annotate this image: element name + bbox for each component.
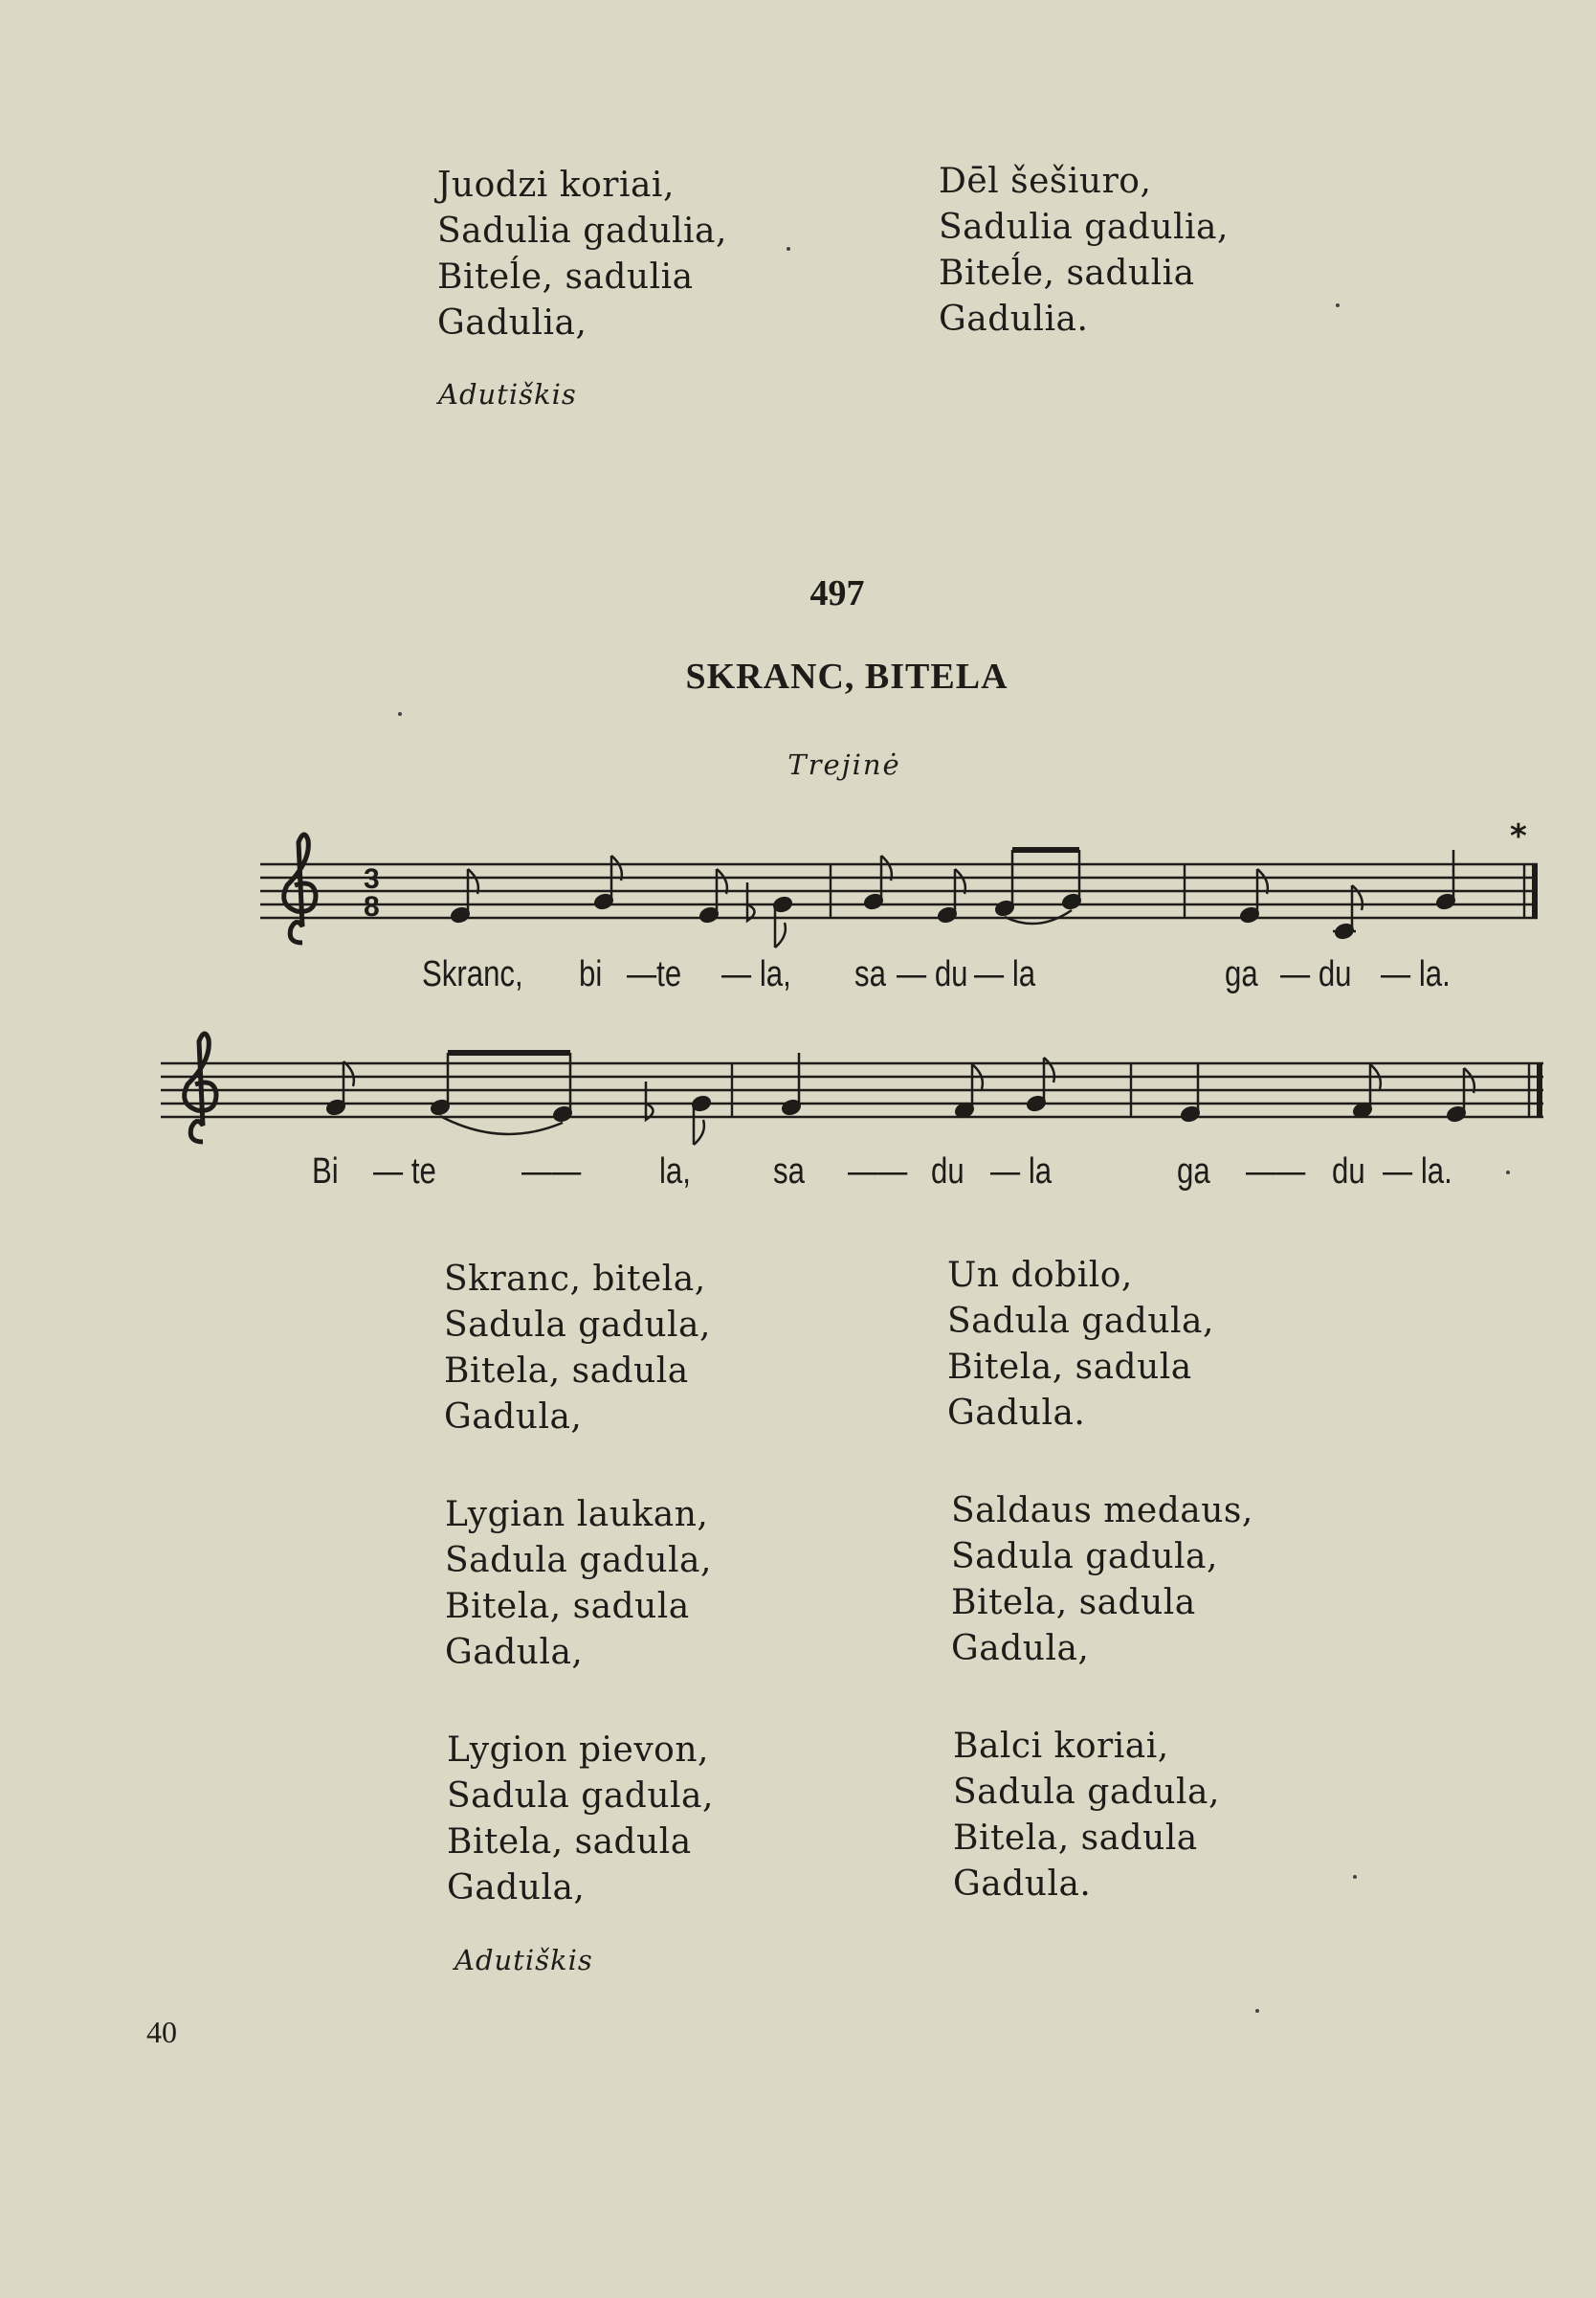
- verse-line: Sadulia gadulia,: [939, 208, 1229, 247]
- verse-line: Balci koriai,: [953, 1727, 1169, 1766]
- lyric-syllable: — te: [373, 1151, 436, 1192]
- page-number: 40: [146, 2015, 177, 2049]
- lyric-syllable: sa: [773, 1151, 805, 1192]
- lyric-syllable: sa: [854, 954, 886, 994]
- lyric-syllable: — la: [990, 1151, 1053, 1192]
- svg-text:8: 8: [364, 891, 380, 923]
- lyric-syllable: Skranc,: [422, 954, 523, 994]
- paper-speck: [398, 712, 402, 716]
- treble-clef-icon: [185, 1034, 216, 1142]
- song-number: 497: [809, 573, 865, 614]
- lyric-syllable: — la.: [1381, 954, 1451, 994]
- lyric-syllable: — la,: [721, 954, 791, 994]
- flat-icon: [747, 882, 755, 921]
- paper-speck: [1353, 1875, 1357, 1879]
- verse-line: Bitela, sadula: [444, 1351, 689, 1391]
- verse-line: Sadula gadula,: [444, 1305, 711, 1345]
- song-title: SKRANC, BITELA: [685, 657, 1009, 697]
- source-location: Adutiškis: [454, 1944, 593, 1976]
- paper-speck: [1506, 1171, 1510, 1174]
- verse-line: Sadulia gadulia,: [437, 212, 727, 251]
- flat-icon: [646, 1082, 654, 1120]
- footnote-mark: *: [1510, 817, 1527, 856]
- verse-line: Gadula,: [447, 1868, 586, 1908]
- verse-block: [444, 1257, 711, 1440]
- verse-line: Sadula gadula,: [447, 1776, 714, 1816]
- svg-text:3: 3: [364, 863, 380, 895]
- lyric-syllable: du: [1332, 1151, 1365, 1192]
- lyric-syllable: ga: [1177, 1151, 1210, 1192]
- verse-line: Gadulia.: [939, 300, 1089, 339]
- lyric-syllable: — la.: [1383, 1151, 1452, 1192]
- verse-block: [953, 1724, 1220, 1908]
- verse-line: Sadula gadula,: [953, 1773, 1220, 1812]
- verse-line: Gadula,: [444, 1397, 583, 1437]
- verse-block: [445, 1492, 712, 1676]
- verse-line: Bitela, sadula: [953, 1818, 1198, 1858]
- verse-block: [947, 1253, 1214, 1437]
- verse-line: Sadula gadula,: [947, 1302, 1214, 1341]
- lyric-syllable: —te: [627, 954, 682, 994]
- lyric-syllable: du: [931, 1151, 964, 1192]
- verse-line: Sadula gadula,: [951, 1537, 1218, 1576]
- verse-line: Gadula,: [951, 1629, 1090, 1668]
- verse-line: Saldaus medaus,: [951, 1491, 1253, 1530]
- time-signature: [364, 863, 380, 923]
- verse-line: Gadula,: [445, 1633, 584, 1672]
- verse-line: Gadula.: [953, 1864, 1092, 1904]
- paper-speck: [1336, 303, 1340, 307]
- lyric-syllable: Bi: [312, 1151, 339, 1192]
- source-location: Adutiškis: [438, 378, 577, 411]
- lyric-syllable: bi: [579, 954, 603, 994]
- verse-line: Sadula gadula,: [445, 1541, 712, 1580]
- verse-line: Bitela, sadula: [947, 1348, 1192, 1387]
- verse-line: Un dobilo,: [947, 1256, 1133, 1295]
- verse-block: [447, 1728, 714, 1911]
- song-type: Trejinė: [787, 748, 901, 781]
- lyric-syllable: ——: [1246, 1151, 1306, 1192]
- verse-line: Gadula.: [947, 1394, 1086, 1433]
- verse-line: Juodzi koriai,: [437, 166, 675, 205]
- lyric-syllable: ga: [1225, 954, 1258, 994]
- verse-line: Biteĺe, sadulia: [939, 254, 1195, 293]
- lyric-syllable: — du: [1280, 954, 1352, 994]
- verse-line: Bitela, sadula: [445, 1587, 690, 1626]
- verse-line: Gadulia,: [437, 303, 587, 343]
- treble-clef-icon: [284, 835, 316, 943]
- verse-block: [951, 1488, 1253, 1672]
- lyric-syllable: — du: [897, 954, 968, 994]
- verse-line: Bitela, sadula: [951, 1583, 1196, 1622]
- lyric-syllable: — la: [974, 954, 1036, 994]
- verse-line: Dēl šešiuro,: [939, 162, 1152, 201]
- verse-line: Lygion pievon,: [447, 1730, 709, 1770]
- verse-line: Skranc, bitela,: [444, 1260, 706, 1299]
- verse-line: Lygian laukan,: [445, 1495, 709, 1534]
- lyric-syllable: la,: [659, 1151, 691, 1192]
- lyric-syllable: ——: [848, 1151, 908, 1192]
- paper-speck: [1255, 2009, 1259, 2013]
- verse-line: Biteĺe, sadulia: [437, 257, 694, 297]
- paper-speck: [787, 247, 790, 251]
- lyric-syllable: ——: [521, 1151, 582, 1192]
- verse-line: Bitela, sadula: [447, 1822, 692, 1862]
